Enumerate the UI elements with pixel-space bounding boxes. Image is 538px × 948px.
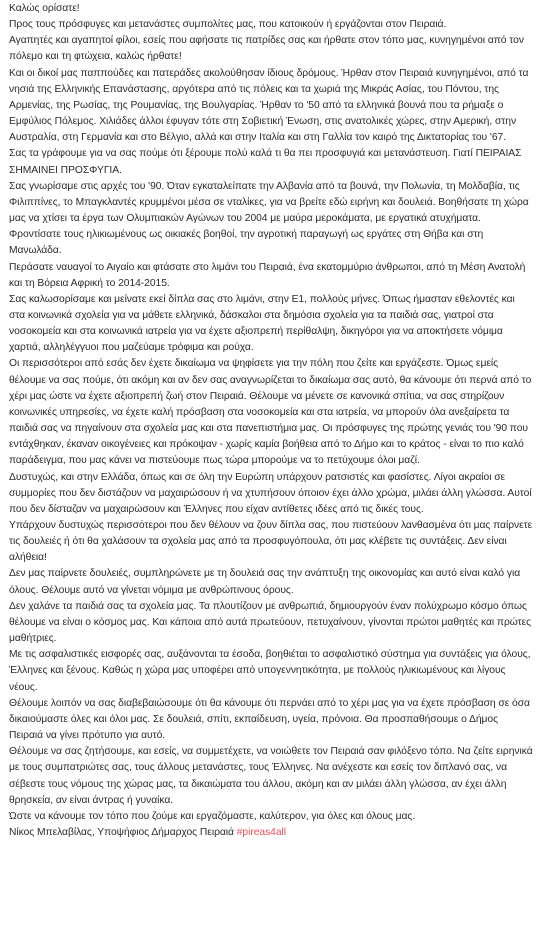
signature-line [9,825,533,841]
paragraph: Θέλουμε λοιπόν να σας διαβεβαιώσουμε ότι θα κάνουμε ότι περνάει από το χέρι μας για να έχετε πρόσβαση σε όσα δικαιούμαστε όλες και όλοι μας. Σε δουλειά, σπίτι, εκπαίδευση, υγεία, πρόνοια. Θα προσπαθήσουμε ο Δήμος Πειραιά να γίνει πρότυπο για αυτό. [9,697,530,742]
paragraph: Δεν μας παίρνετε δουλειές, συμπληρώνετε με τη δουλειά σας την ανάπτυξη της οικονομίας και αυτό είναι καλό για όλους. Θέλουμε αυτό να γίνεται νόμιμα με ανθρώπινους όρους. [9,568,521,596]
paragraph: Και οι δικοί μας παππούδες και πατεράδες ακολούθησαν ίδιους δρόμους. Ήρθαν στον Πειραιά κυνηγημένοι, από τα νησιά της Ελληνικής Επανάστασης, αργότερα από τις πόλεις και τα χωριά της Μικράς Ασίας, του Πόντου, της Αρμενίας, της Ρωσίας, της Ρουμανίας, της Βουλγαρίας. Ήρθαν το '50 από τα ελληνικά βουνά που τα ρήμαξε ο Εμφύλιος Πόλεμος. Χιλιάδες άλλοι έφυγαν τότε στη Σοβιετική Ένωση, στις ανατολικές χώρες, στην Αμερική, στην Αυστραλία, στη Γερμανία και στο Βέλγιο, αλλά και στην Ιταλία και στη Γαλλία τον καιρό της Δικτατορίας του '67. [9,67,529,144]
greeting: Καλώς ορίσατε! [9,3,80,14]
paragraph: Δυστυχώς, και στην Ελλάδα, όπως και σε όλη την Ευρώπη υπάρχουν ρατσιστές και φασίστες. Λίγοι ακραίοι σε συμμορίες που δεν διστάζουν να μαχαιρώσουν ή να χτυπήσουν όποιον έχει άλλο χρώμα, μιλάει άλλη γλώσσα. Αυτοί που δεν δίσταζαν να μαχαιρώσουν και Έλληνες που είχαν αντίθετες ιδέες από τις δικές τους. [9,471,532,515]
paragraph: Σας καλωσορίσαμε και μείνατε εκεί δίπλα σας στο λιμάνι, στην Ε1, πολλούς μήνες. Όπως ήμασταν εθελοντές και στα κοινωνικά σχολεία για να μάθετε ελληνικά, δάσκαλοι στα δημόσια σχολεία για τα παιδιά σας, γιατροί στα νοσοκομεία και στα κοινωνικά ιατρεία για να έχετε αξιοπρεπή περίθαλψη, δικηγόροι για να αποκτήσετε νόμιμα χαρτιά, αλληλέγγυοι που μαζεύαμε τρόφιμα και ρούχα. [9,293,515,354]
paragraph: Οι περισσότεροι από εσάς δεν έχετε δικαίωμα να ψηφίσετε για την πόλη που ζείτε και εργάζεστε. Όμως εμείς θέλουμε να σας πούμε, ότι ακόμη και αν δεν σας αναγνωρίζεται το δικαίωμα σας αυτό, θα κάνουμε ότι περνά από το χέρι μας ώστε να έχετε αξιοπρεπή ζωή στον Πειραιά. Θέλουμε να μένετε σε κανονικά σπίτια, να σας στηρίζουν κοινωνικές υπηρεσίες, να έχετε καλή πρόσβαση στα νοσοκομεία και στα ιατρεία, να μπορούν όλα ανεξαίρετα τα παιδιά σας να πηγαίνουν στα σχολεία μας και στα πανεπιστήμια μας. Οι πρόσφυγες της πρώτης γενιάς του '90 που εντάχθηκαν, έκαναν οικογένειες και πρόκοψαν - χωρίς καμία βοήθεια από το Δήμο και το κράτος - είναι το πιο καλό παράδειγμα, που μας κάνει να πιστεύουμε πως τώρα μπορούμε να το πετύχουμε όλοι μαζί. [9,358,532,467]
paragraph: Περάσατε ναυαγοί το Αιγαίο και φτάσατε στο λιμάνι του Πειραιά, ένα εκατομμύριο άνθρωποι, από τη Μέση Ανατολή και τη Βόρεια Αφρική το 2014-2015. [9,261,526,289]
paragraph: Δεν χαλάνε τα παιδιά σας τα σχολεία μας. Τα πλουτίζουν με ανθρωπιά, δημιουργούν έναν πολύχρωμο κόσμο όπως θέλουμε να είναι ο κόσμος μας. Και κάποια από αυτά πρωτεύουν, πετυχαίνουν, γίνονται πρώτοι μαθητές και πρώτες μαθήτριες. [9,600,532,645]
paragraph: Με τις ασφαλιστικές εισφορές σας, αυξάνονται τα έσοδα, βοηθιέται το ασφαλιστικό σύστημα για συντάξεις για όλους, Έλληνες και ξένους. Καθώς η χώρα μας υποφέρει από υπογεννητικότητα, με πολλούς ηλικιωμένους και λίγους νέους. [9,649,531,693]
closing-paragraph: Ώστε να κάνουμε τον τόπο που ζούμε και εργαζόμαστε, καλύτερον, για όλες και όλους μας. [9,810,416,822]
addressee: Προς τους πρόσφυγες και μετανάστες συμπολίτες μας, που κατοικούν ή εργάζονται στον Πειραιά. [9,19,447,31]
signature-text: Νίκος Μπελαβίλας, Υποψήφιος Δήμαρχος Πειραιά [9,826,234,838]
paragraph: Αγαπητές και αγαπητοί φίλοι, εσείς που αφήσατε τις πατρίδες σας και ήρθατε στον τόπο μας, κυνηγημένοι από τον πόλεμο και τη φτώχεια, καλώς ήρθατε! [9,35,524,63]
paragraph: Σας τα γράφουμε για να σας πούμε ότι ξέρουμε πολύ καλά τι θα πει προσφυγιά και μετανάστευση. Γιατί ΠΕΙΡΑΙΑΣ ΣΗΜΑΙΝΕΙ ΠΡΟΣΦΥΓΙΑ. [9,148,522,176]
hashtag-link[interactable]: #pireas4all [236,826,287,838]
paragraph: Θέλουμε να σας ζητήσουμε, και εσείς, να συμμετέχετε, να νοιώθετε τον Πειραιά σαν φιλόξενο τόπο. Να ζείτε ειρηνικά με τους συμπατριώτες σας, τους άλλους μετανάστες, τους Έλληνες. Να ανέχεστε και εσείς τον διπλανό σας, να σέβεστε τους νόμους της χώρας μας, τα δικαιώματα του άλλου, ακόμη και αν μιλάει άλλη γλώσσα, αν έχει άλλη θρησκεία, αν είναι άντρας ή γυναίκα. [9,746,533,806]
paragraph: Σας γνωρίσαμε στις αρχές του '90. Όταν εγκαταλείπατε την Αλβανία από τα βουνά, την Πολωνία, τη Μολδαβία, τις Φιλιππίνες, το Μπαγκλαντές κρυμμένοι μέσα σε νταλίκες, για να βρείτε εδώ ειρήνη και δουλειά. Βοηθήσατε τη χώρα μας να χτίσει τα έργα των Ολυμπιακών Αγώνων του 2004 με μαύρα μεροκάματα, με εργατικά ατυχήματα. Φροντίσατε τους ηλικιωμένους ως οικιακές βοηθοί, την αγροτική παραγωγή ως εργάτες στη Θήβα και στη Μανωλάδα. [9,180,529,257]
paragraph: Υπάρχουν δυστυχώς περισσότεροι που δεν θέλουν να ζουν δίπλα σας, που πιστεύουν λανθασμένα ότι μας παίρνετε τις δουλειές ή ότι θα χαλάσουν τα σχολεία μας από τα προσφυγόπουλα, ότι μας κλέβετε τις συντάξεις. Δεν είναι αλήθεια! [9,520,533,564]
